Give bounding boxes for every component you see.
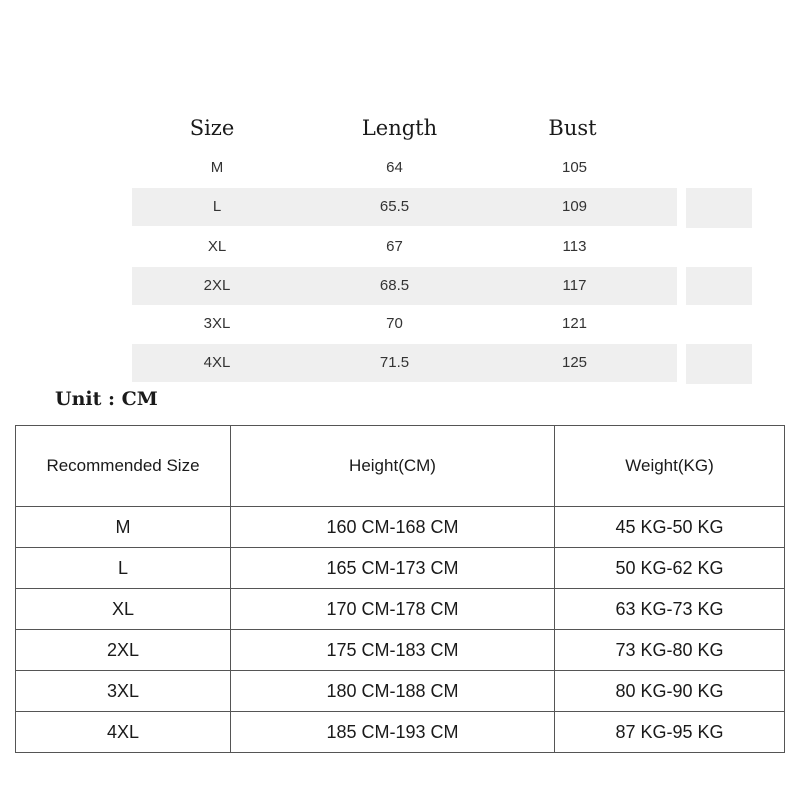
size-chart-header-length: Length [361, 116, 438, 140]
bust-cell: 125 [561, 354, 588, 371]
table-row [16, 548, 785, 589]
unit-label: Unit : CM [55, 388, 158, 410]
table-header-row [16, 426, 785, 507]
size-chart-header-bust: Bust [548, 116, 597, 140]
height-cell: 180 CM-188 CM [231, 671, 555, 712]
size-cell: M [16, 507, 231, 548]
decorative-block [686, 188, 752, 228]
length-cell: 68.5 [379, 277, 410, 294]
header-recommended-size: Recommended Size [16, 426, 231, 507]
size-chart-row [132, 267, 677, 305]
size-cell: 4XL [203, 354, 231, 371]
header-height: Height(CM) [231, 426, 555, 507]
weight-cell: 80 KG-90 KG [555, 671, 785, 712]
bust-cell: 105 [561, 159, 588, 176]
size-cell: 2XL [16, 630, 231, 671]
size-cell: L [16, 548, 231, 589]
length-cell: 64 [386, 159, 403, 176]
size-cell: XL [207, 238, 227, 255]
size-cell: XL [16, 589, 231, 630]
height-cell: 175 CM-183 CM [231, 630, 555, 671]
height-cell: 170 CM-178 CM [231, 589, 555, 630]
length-cell: 71.5 [379, 354, 410, 371]
length-cell: 67 [386, 238, 403, 255]
length-cell: 70 [386, 315, 403, 332]
weight-cell: 50 KG-62 KG [555, 548, 785, 589]
bust-cell: 113 [562, 238, 587, 255]
bust-cell: 121 [561, 315, 588, 332]
weight-cell: 87 KG-95 KG [555, 712, 785, 753]
height-cell: 165 CM-173 CM [231, 548, 555, 589]
weight-cell: 63 KG-73 KG [555, 589, 785, 630]
size-chart-row [132, 305, 677, 343]
bust-cell: 117 [562, 277, 587, 294]
size-chart-header-size: Size [189, 116, 235, 140]
bust-cell: 109 [561, 198, 588, 215]
size-cell: 3XL [203, 315, 231, 332]
size-cell: 4XL [16, 712, 231, 753]
table-row [16, 589, 785, 630]
table-row [16, 712, 785, 753]
size-cell: 2XL [203, 277, 231, 294]
height-cell: 160 CM-168 CM [231, 507, 555, 548]
size-cell: L [212, 198, 222, 215]
weight-cell: 73 KG-80 KG [555, 630, 785, 671]
size-chart-row [132, 188, 677, 226]
size-chart-row [132, 228, 677, 266]
decorative-block [686, 344, 752, 384]
length-cell: 65.5 [379, 198, 410, 215]
size-chart-row [132, 344, 677, 382]
weight-cell: 45 KG-50 KG [555, 507, 785, 548]
table-row [16, 630, 785, 671]
table-row [16, 507, 785, 548]
height-cell: 185 CM-193 CM [231, 712, 555, 753]
size-cell: 3XL [16, 671, 231, 712]
size-cell: M [210, 159, 224, 176]
recommendation-table [15, 425, 785, 753]
table-row [16, 671, 785, 712]
header-weight: Weight(KG) [555, 426, 785, 507]
size-chart-row [132, 149, 677, 187]
decorative-block [686, 267, 752, 305]
